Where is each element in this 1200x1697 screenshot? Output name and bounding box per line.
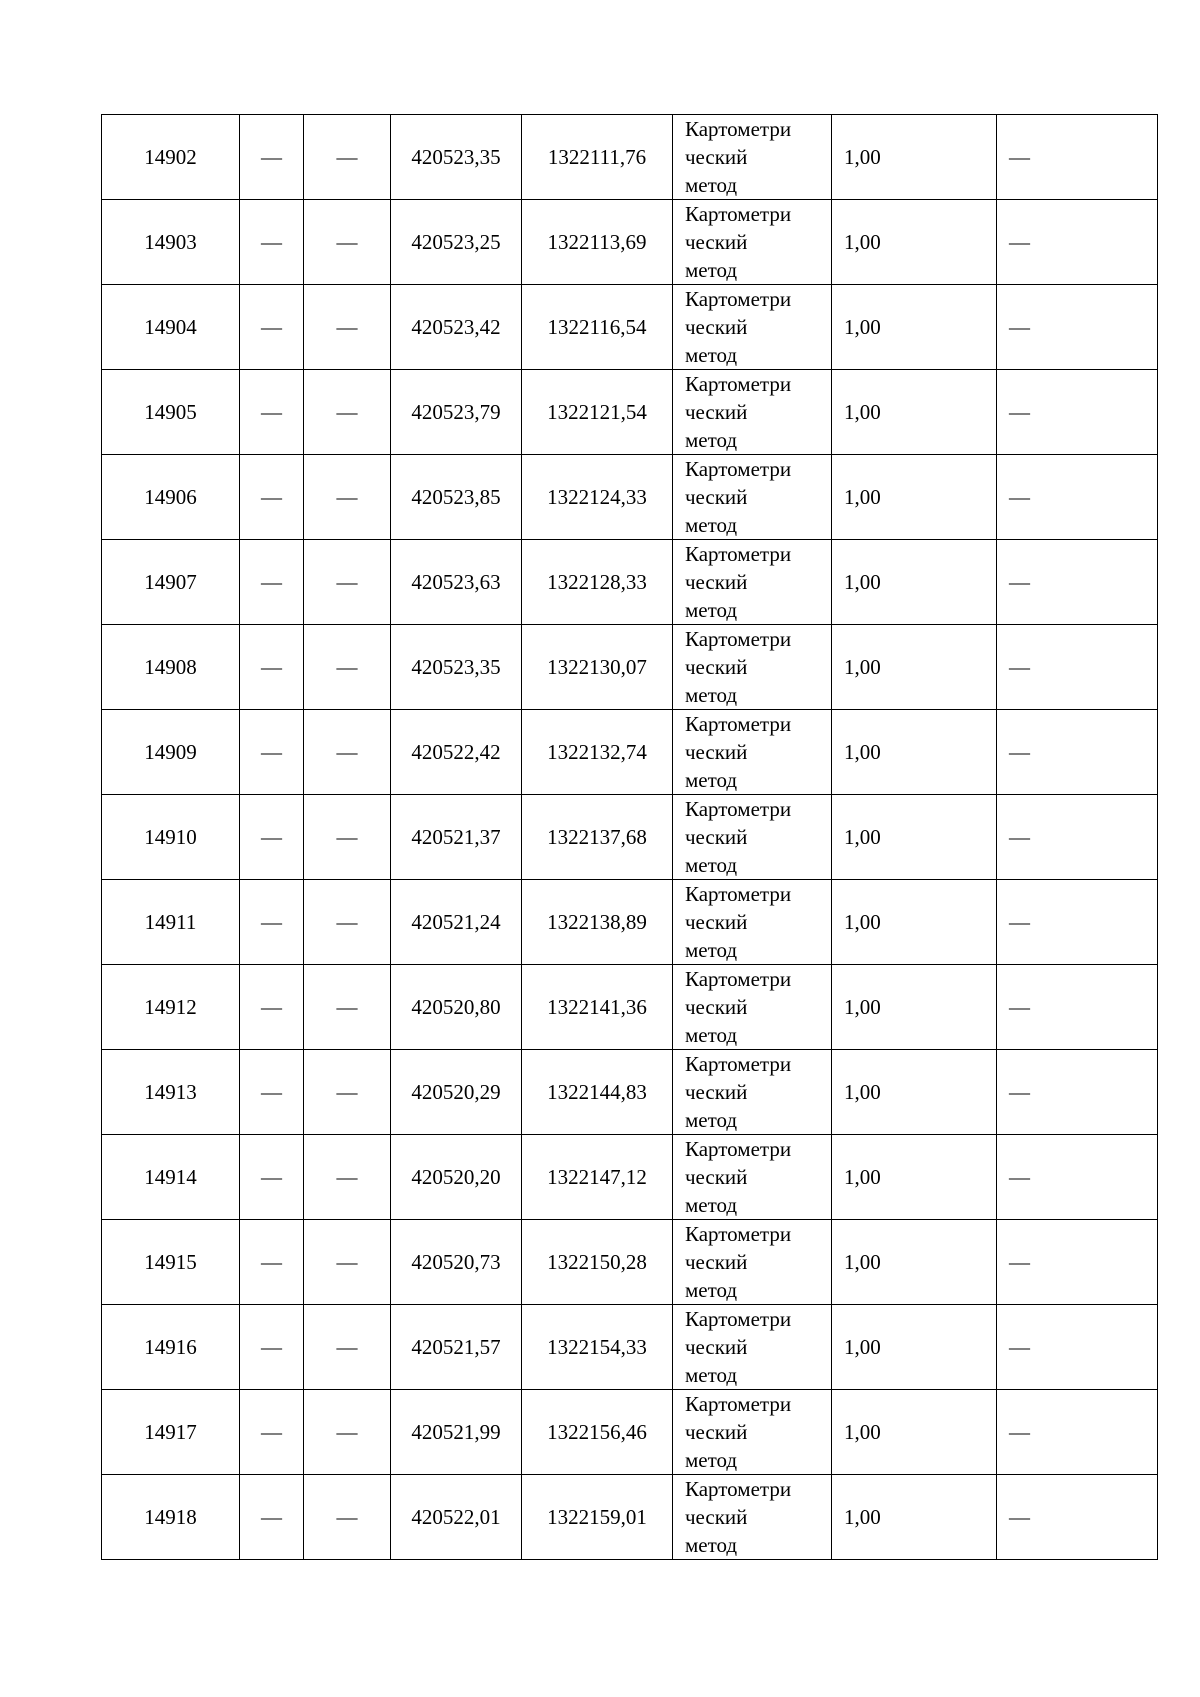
cell-empty-dash: — <box>997 880 1158 965</box>
cell-empty-dash: — <box>304 880 391 965</box>
method-line: ческий <box>685 400 748 424</box>
cell-accuracy: 1,00 <box>832 1305 997 1390</box>
cell-point-number: 14906 <box>102 455 240 540</box>
cell-empty-dash: — <box>304 1390 391 1475</box>
table-row <box>102 200 1158 285</box>
table-row <box>102 1475 1158 1560</box>
cell-method <box>673 200 832 285</box>
method-line: метод <box>685 683 738 707</box>
method-line: ческий <box>685 485 748 509</box>
cell-method <box>673 1135 832 1220</box>
cell-empty-dash: — <box>240 1050 304 1135</box>
cell-coordinate-y: 1322137,68 <box>522 795 673 880</box>
table-row <box>102 795 1158 880</box>
cell-empty-dash: — <box>304 285 391 370</box>
table-row <box>102 370 1158 455</box>
table-row <box>102 455 1158 540</box>
cell-empty-dash: — <box>997 540 1158 625</box>
method-line: ческий <box>685 1250 748 1274</box>
method-line: метод <box>685 258 738 282</box>
cell-point-number: 14910 <box>102 795 240 880</box>
cell-method <box>673 1390 832 1475</box>
cell-method <box>673 115 832 200</box>
cell-empty-dash: — <box>304 1475 391 1560</box>
cell-empty-dash: — <box>304 1135 391 1220</box>
cell-empty-dash: — <box>997 1220 1158 1305</box>
cell-coordinate-y: 1322156,46 <box>522 1390 673 1475</box>
cell-point-number: 14909 <box>102 710 240 795</box>
cell-empty-dash: — <box>304 200 391 285</box>
cell-accuracy: 1,00 <box>832 200 997 285</box>
method-line: Картометри <box>685 967 792 991</box>
cell-point-number: 14917 <box>102 1390 240 1475</box>
cell-empty-dash: — <box>240 115 304 200</box>
method-line: ческий <box>685 1505 748 1529</box>
cell-accuracy: 1,00 <box>832 455 997 540</box>
method-line: метод <box>685 853 738 877</box>
cell-empty-dash: — <box>304 115 391 200</box>
table-row <box>102 625 1158 710</box>
method-line: ческий <box>685 1335 748 1359</box>
cell-point-number: 14907 <box>102 540 240 625</box>
method-line: метод <box>685 513 738 537</box>
cell-method <box>673 455 832 540</box>
cell-empty-dash: — <box>997 370 1158 455</box>
cell-coordinate-y: 1322144,83 <box>522 1050 673 1135</box>
cell-coordinate-y: 1322121,54 <box>522 370 673 455</box>
method-line: Картометри <box>685 1222 792 1246</box>
cell-method <box>673 880 832 965</box>
method-line: ческий <box>685 145 748 169</box>
cell-accuracy: 1,00 <box>832 1135 997 1220</box>
cell-empty-dash: — <box>240 710 304 795</box>
cell-point-number: 14908 <box>102 625 240 710</box>
cell-empty-dash: — <box>304 370 391 455</box>
cell-empty-dash: — <box>240 965 304 1050</box>
cell-accuracy: 1,00 <box>832 540 997 625</box>
cell-method <box>673 285 832 370</box>
cell-empty-dash: — <box>240 880 304 965</box>
table-row <box>102 880 1158 965</box>
method-line: метод <box>685 598 738 622</box>
cell-empty-dash: — <box>997 455 1158 540</box>
cell-empty-dash: — <box>304 795 391 880</box>
cell-accuracy: 1,00 <box>832 795 997 880</box>
method-line: Картометри <box>685 287 792 311</box>
method-line: метод <box>685 768 738 792</box>
cell-point-number: 14911 <box>102 880 240 965</box>
method-line: ческий <box>685 1080 748 1104</box>
cell-accuracy: 1,00 <box>832 1475 997 1560</box>
cell-accuracy: 1,00 <box>832 880 997 965</box>
table-row <box>102 1305 1158 1390</box>
cell-coordinate-x: 420520,20 <box>391 1135 522 1220</box>
method-line: ческий <box>685 315 748 339</box>
method-line: Картометри <box>685 1137 792 1161</box>
cell-empty-dash: — <box>997 965 1158 1050</box>
cell-empty-dash: — <box>240 1390 304 1475</box>
table-row <box>102 115 1158 200</box>
cell-empty-dash: — <box>997 795 1158 880</box>
cell-coordinate-x: 420521,37 <box>391 795 522 880</box>
cell-empty-dash: — <box>304 1305 391 1390</box>
method-line: ческий <box>685 1165 748 1189</box>
cell-method <box>673 1220 832 1305</box>
method-line: ческий <box>685 740 748 764</box>
table-row <box>102 710 1158 795</box>
cell-point-number: 14902 <box>102 115 240 200</box>
table-row <box>102 540 1158 625</box>
cell-empty-dash: — <box>304 540 391 625</box>
cell-empty-dash: — <box>240 200 304 285</box>
table-row <box>102 285 1158 370</box>
method-line: метод <box>685 1193 738 1217</box>
cell-accuracy: 1,00 <box>832 625 997 710</box>
cell-coordinate-y: 1322147,12 <box>522 1135 673 1220</box>
cell-coordinate-x: 420523,35 <box>391 115 522 200</box>
method-line: ческий <box>685 825 748 849</box>
cell-empty-dash: — <box>997 710 1158 795</box>
cell-point-number: 14914 <box>102 1135 240 1220</box>
method-line: Картометри <box>685 202 792 226</box>
cell-coordinate-y: 1322159,01 <box>522 1475 673 1560</box>
cell-accuracy: 1,00 <box>832 710 997 795</box>
method-line: метод <box>685 1363 738 1387</box>
cell-empty-dash: — <box>997 1475 1158 1560</box>
method-line: Картометри <box>685 372 792 396</box>
cell-coordinate-x: 420523,35 <box>391 625 522 710</box>
cell-method <box>673 1475 832 1560</box>
cell-empty-dash: — <box>304 455 391 540</box>
method-line: Картометри <box>685 1307 792 1331</box>
method-line: метод <box>685 1108 738 1132</box>
method-line: Картометри <box>685 1477 792 1501</box>
cell-coordinate-x: 420522,42 <box>391 710 522 795</box>
method-line: Картометри <box>685 457 792 481</box>
cell-empty-dash: — <box>240 625 304 710</box>
cell-empty-dash: — <box>997 1135 1158 1220</box>
method-line: ческий <box>685 230 748 254</box>
cell-coordinate-y: 1322116,54 <box>522 285 673 370</box>
method-line: метод <box>685 1023 738 1047</box>
cell-coordinate-y: 1322130,07 <box>522 625 673 710</box>
cell-empty-dash: — <box>240 1220 304 1305</box>
cell-coordinate-x: 420521,99 <box>391 1390 522 1475</box>
cell-method <box>673 625 832 710</box>
method-line: метод <box>685 1533 738 1557</box>
method-line: ческий <box>685 1420 748 1444</box>
cell-point-number: 14905 <box>102 370 240 455</box>
cell-point-number: 14903 <box>102 200 240 285</box>
cell-accuracy: 1,00 <box>832 285 997 370</box>
cell-empty-dash: — <box>304 1220 391 1305</box>
cell-coordinate-y: 1322138,89 <box>522 880 673 965</box>
cell-empty-dash: — <box>997 1390 1158 1475</box>
cell-coordinate-x: 420522,01 <box>391 1475 522 1560</box>
cell-accuracy: 1,00 <box>832 1390 997 1475</box>
method-line: Картометри <box>685 542 792 566</box>
cell-coordinate-y: 1322128,33 <box>522 540 673 625</box>
cell-method <box>673 710 832 795</box>
table-body <box>102 115 1158 1560</box>
cell-point-number: 14918 <box>102 1475 240 1560</box>
cell-empty-dash: — <box>240 1305 304 1390</box>
cell-point-number: 14912 <box>102 965 240 1050</box>
method-line: Картометри <box>685 1392 792 1416</box>
method-line: метод <box>685 938 738 962</box>
cell-method <box>673 1305 832 1390</box>
cell-empty-dash: — <box>304 965 391 1050</box>
cell-coordinate-x: 420523,25 <box>391 200 522 285</box>
cell-empty-dash: — <box>240 540 304 625</box>
cell-empty-dash: — <box>997 625 1158 710</box>
cell-empty-dash: — <box>240 795 304 880</box>
cell-empty-dash: — <box>240 1135 304 1220</box>
method-line: метод <box>685 428 738 452</box>
cell-empty-dash: — <box>240 370 304 455</box>
table-row <box>102 1220 1158 1305</box>
cell-coordinate-x: 420521,24 <box>391 880 522 965</box>
cell-empty-dash: — <box>304 1050 391 1135</box>
coordinates-table <box>101 114 1158 1560</box>
cell-method <box>673 370 832 455</box>
cell-empty-dash: — <box>240 285 304 370</box>
method-line: Картометри <box>685 627 792 651</box>
method-line: ческий <box>685 570 748 594</box>
table-row <box>102 1390 1158 1475</box>
method-line: Картометри <box>685 1052 792 1076</box>
cell-coordinate-x: 420520,29 <box>391 1050 522 1135</box>
cell-coordinate-y: 1322113,69 <box>522 200 673 285</box>
cell-accuracy: 1,00 <box>832 115 997 200</box>
cell-coordinate-x: 420523,63 <box>391 540 522 625</box>
cell-empty-dash: — <box>997 1050 1158 1135</box>
cell-coordinate-x: 420523,85 <box>391 455 522 540</box>
cell-empty-dash: — <box>240 455 304 540</box>
method-line: Картометри <box>685 117 792 141</box>
cell-accuracy: 1,00 <box>832 370 997 455</box>
cell-coordinate-y: 1322132,74 <box>522 710 673 795</box>
method-line: ческий <box>685 995 748 1019</box>
cell-point-number: 14915 <box>102 1220 240 1305</box>
cell-empty-dash: — <box>240 1475 304 1560</box>
method-line: ческий <box>685 655 748 679</box>
cell-empty-dash: — <box>304 625 391 710</box>
method-line: метод <box>685 1448 738 1472</box>
method-line: Картометри <box>685 712 792 736</box>
table-row <box>102 1135 1158 1220</box>
cell-coordinate-y: 1322111,76 <box>522 115 673 200</box>
cell-empty-dash: — <box>304 710 391 795</box>
cell-method <box>673 795 832 880</box>
method-line: ческий <box>685 910 748 934</box>
method-line: метод <box>685 173 738 197</box>
table-row <box>102 965 1158 1050</box>
cell-point-number: 14916 <box>102 1305 240 1390</box>
method-line: Картометри <box>685 797 792 821</box>
cell-accuracy: 1,00 <box>832 965 997 1050</box>
table-row <box>102 1050 1158 1135</box>
cell-method <box>673 1050 832 1135</box>
cell-empty-dash: — <box>997 200 1158 285</box>
cell-empty-dash: — <box>997 1305 1158 1390</box>
cell-method <box>673 965 832 1050</box>
cell-accuracy: 1,00 <box>832 1050 997 1135</box>
cell-coordinate-y: 1322150,28 <box>522 1220 673 1305</box>
cell-point-number: 14904 <box>102 285 240 370</box>
cell-point-number: 14913 <box>102 1050 240 1135</box>
cell-method <box>673 540 832 625</box>
method-line: метод <box>685 343 738 367</box>
cell-empty-dash: — <box>997 285 1158 370</box>
cell-coordinate-x: 420520,80 <box>391 965 522 1050</box>
cell-accuracy: 1,00 <box>832 1220 997 1305</box>
cell-coordinate-x: 420520,73 <box>391 1220 522 1305</box>
cell-coordinate-x: 420523,79 <box>391 370 522 455</box>
method-line: Картометри <box>685 882 792 906</box>
cell-coordinate-x: 420521,57 <box>391 1305 522 1390</box>
method-line: метод <box>685 1278 738 1302</box>
cell-coordinate-y: 1322141,36 <box>522 965 673 1050</box>
cell-empty-dash: — <box>997 115 1158 200</box>
cell-coordinate-y: 1322154,33 <box>522 1305 673 1390</box>
cell-coordinate-x: 420523,42 <box>391 285 522 370</box>
cell-coordinate-y: 1322124,33 <box>522 455 673 540</box>
